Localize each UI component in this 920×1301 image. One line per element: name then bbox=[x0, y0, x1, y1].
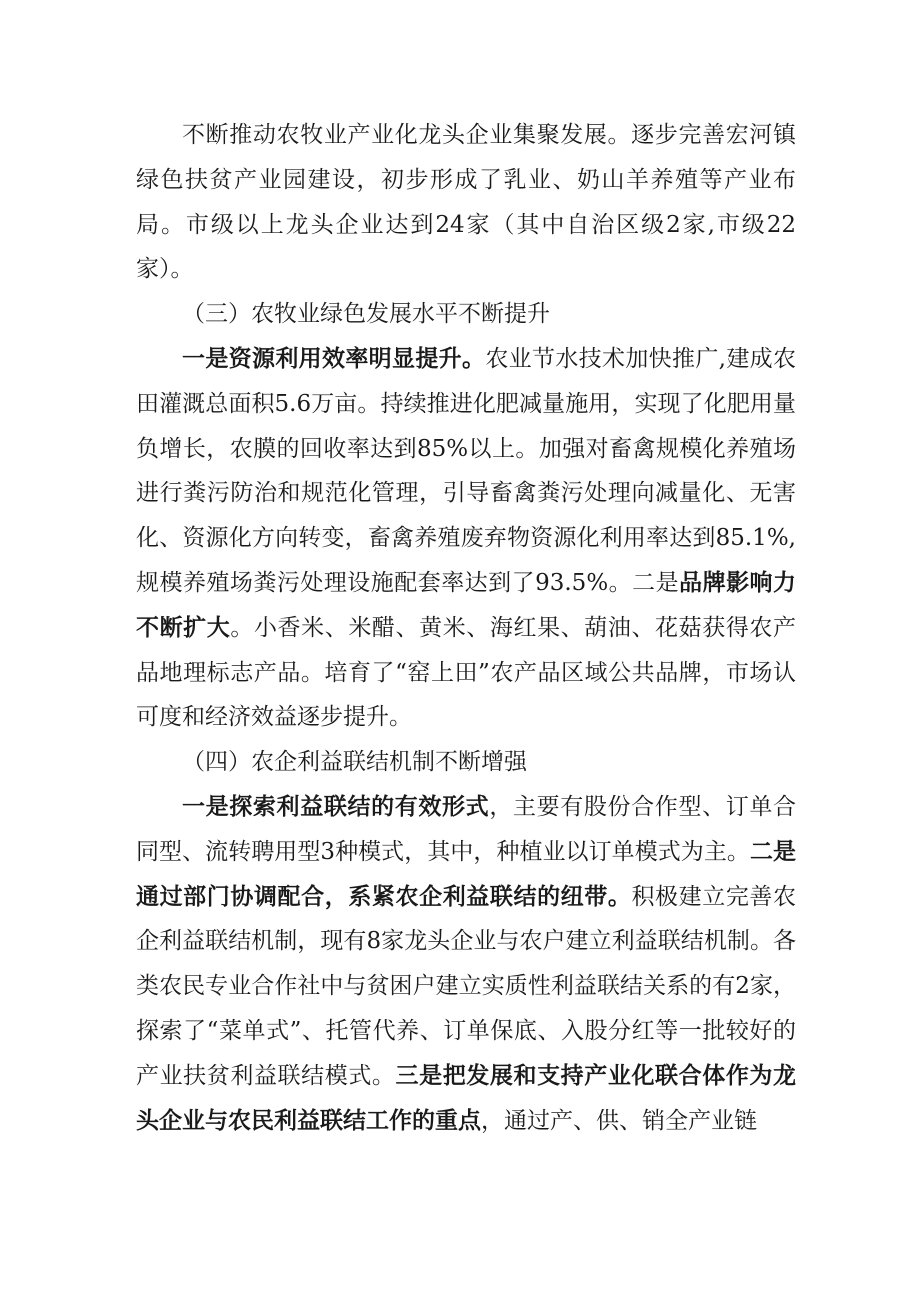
paragraph-industry-leaders bbox=[136, 113, 796, 292]
bold-lead-industrial-consortium: 三是把发展和支持产业化联合体作为龙头企业与农民利益联结工作的重点 bbox=[136, 1062, 797, 1134]
paragraph-text: 二是 bbox=[632, 569, 680, 596]
bold-lead-department-coordination: 二是通过部门协调配合，系紧农企利益联结的纽带。 bbox=[136, 838, 797, 910]
bold-lead-effective-forms: 一是探索利益联结的有效形式 bbox=[182, 793, 490, 820]
paragraph-text: 积极建立完善农企利益联结机制，现有8家龙头企业与农户建立利益联结机制。各类农民专业合作社中与贫困户建立实质性利益联结关系的有2家，探索了“菜单式”、托管代养、订单保底、入股分红等一批较好的产业扶贫利益联结模式。 bbox=[136, 883, 797, 1089]
document-body bbox=[136, 113, 796, 1143]
paragraph-text: 不断推动农牧业产业化龙头企业集聚发展。逐步完善宏河镇绿色扶贫产业园建设，初步形成了乳业、奶山羊养殖等产业布局。市级以上龙头企业达到24家（其中自治区级2家,市级22家）。 bbox=[136, 122, 796, 283]
paragraph-text: 农业节水技术加快推广,建成农田灌溉总面积5.6万亩。持续推进化肥减量施用，实现了化肥用量负增长，农膜的回收率达到85%以上。加强对畜禽规模化养殖场进行粪污防治和规范化管理，引导畜禽粪污处理向减量化、无害化、资源化方向转变，畜禽养殖废弃物资源化利用率达到85.1%,规模养殖场粪污处理设施配套率达到了93.5%。 bbox=[136, 345, 796, 596]
paragraph-text: 。小香米、米醋、黄米、海红果、葫油、花菇获得农产品地理标志产品。培育了“窑上田”农产品区域公共品牌，市场认可度和经济效益逐步提升。 bbox=[136, 614, 797, 731]
section-heading-4: （四）农企利益联结机制不断增强 bbox=[182, 749, 527, 776]
bold-lead-brand-influence: 品牌影响力不断扩大 bbox=[136, 569, 797, 641]
paragraph-interest-linkage bbox=[136, 785, 796, 1143]
paragraph-text: ，通过产、供、销全产业链 bbox=[481, 1107, 757, 1134]
paragraph-text: ，主要有股份合作型、订单合同型、流转聘用型3种模式，其中，种植业以订单模式为主。 bbox=[136, 793, 797, 865]
section-heading-3: （三）农牧业绿色发展水平不断提升 bbox=[182, 301, 550, 328]
paragraph-green-development bbox=[136, 337, 796, 740]
bold-lead-resource-efficiency: 一是资源利用效率明显提升。 bbox=[182, 345, 486, 372]
